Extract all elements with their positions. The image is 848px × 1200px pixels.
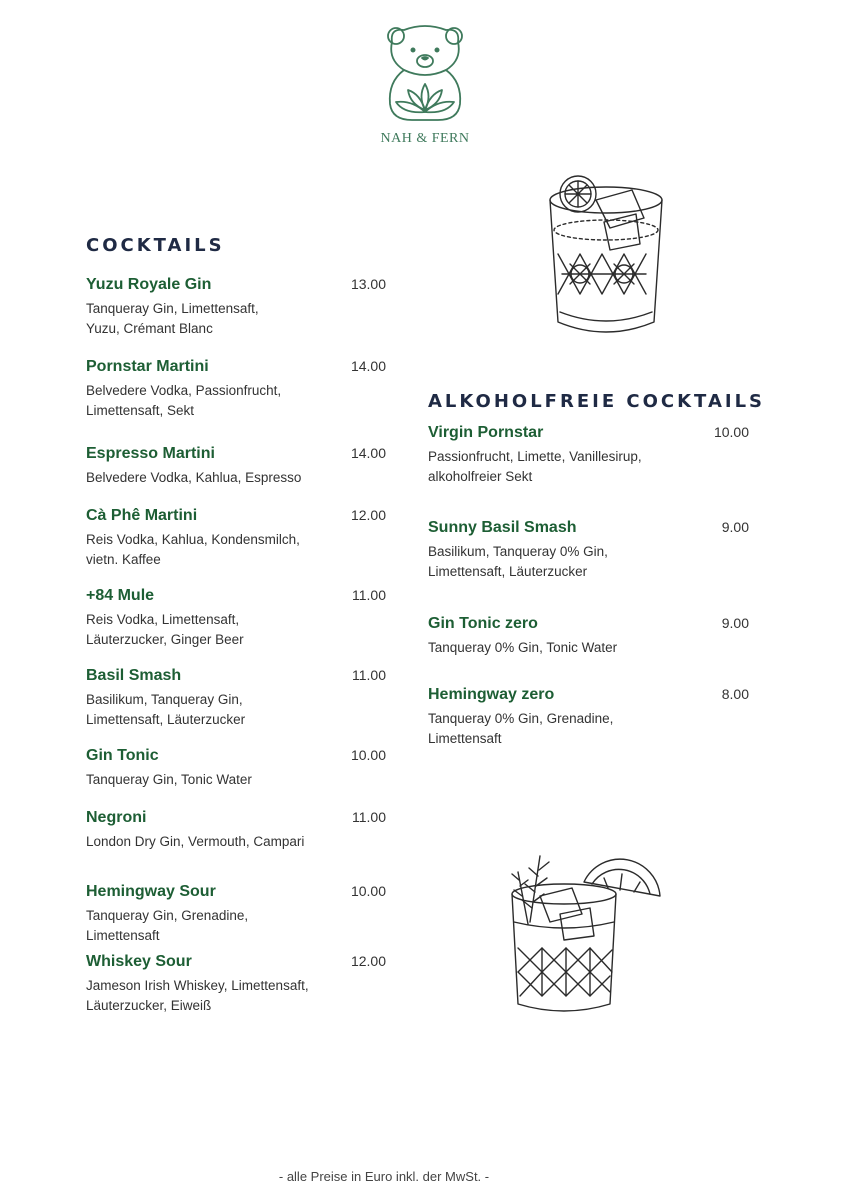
item-price: 10.00 (350, 747, 386, 763)
item-description: Reis Vodka, Limettensaft, Läuterzucker, Ginger Beer (86, 612, 244, 647)
item-name: Gin Tonic zero (428, 615, 538, 632)
item-description: Tanqueray Gin, Limettensaft, Yuzu, Crémant Blanc (86, 301, 259, 336)
item-name: Espresso Martini (86, 445, 215, 462)
section-title-cocktails: COCKTAILS (86, 235, 225, 256)
item-description: Tanqueray 0% Gin, Grenadine, Limettensaft (428, 711, 614, 746)
cocktail-glass-icon (500, 852, 664, 1016)
item-price: 11.00 (352, 809, 386, 825)
item-name: Whiskey Sour (86, 953, 192, 970)
item-price: 14.00 (350, 445, 386, 461)
glass-illustration-bottom (500, 852, 664, 1021)
item-price: 12.00 (350, 507, 386, 523)
item-price: 11.00 (352, 587, 386, 603)
item-price: 9.00 (721, 519, 749, 535)
item-price: 12.00 (350, 953, 386, 969)
item-name: Negroni (86, 809, 147, 826)
item-name: +84 Mule (86, 587, 155, 604)
bear-lotus-logo-icon (382, 24, 468, 124)
item-price: 11.00 (352, 667, 386, 683)
item-description: Tanqueray Gin, Grenadine, Limettensaft (86, 908, 249, 943)
item-price: 10.00 (713, 424, 749, 440)
item-description: London Dry Gin, Vermouth, Campari (86, 834, 305, 849)
item-description: Jameson Irish Whiskey, Limettensaft, Läuterzucker, Eiweiß (86, 978, 309, 1013)
item-name: Cà Phê Martini (86, 507, 198, 524)
item-description: Basilikum, Tanqueray Gin, Limettensaft, Läuterzucker (86, 692, 246, 727)
brand-logo (370, 24, 480, 154)
item-name: Yuzu Royale Gin (86, 276, 212, 293)
item-name: Basil Smash (86, 667, 182, 684)
item-price: 13.00 (350, 276, 386, 292)
price-footnote: - alle Preise in Euro inkl. der MwSt. - (278, 1169, 490, 1184)
whiskey-glass-icon (540, 174, 670, 342)
item-price: 9.00 (721, 615, 749, 631)
item-name: Gin Tonic (86, 747, 159, 764)
item-description: Basilikum, Tanqueray 0% Gin, Limettensaft, Läuterzucker (428, 544, 608, 579)
item-name: Pornstar Martini (86, 358, 209, 375)
item-name: Hemingway zero (428, 686, 555, 703)
item-description: Belvedere Vodka, Passionfrucht, Limettensaft, Sekt (86, 383, 282, 418)
item-description: Tanqueray 0% Gin, Tonic Water (428, 640, 618, 655)
brand-name: NAH & FERN (380, 131, 470, 146)
item-name: Virgin Pornstar (428, 424, 544, 441)
item-description: Reis Vodka, Kahlua, Kondensmilch, vietn. Kaffee (86, 532, 300, 567)
item-name: Hemingway Sour (86, 883, 216, 900)
item-price: 8.00 (721, 686, 749, 702)
item-name: Sunny Basil Smash (428, 519, 577, 536)
glass-illustration-top (540, 174, 670, 347)
item-description: Tanqueray Gin, Tonic Water (86, 772, 252, 787)
item-description: Belvedere Vodka, Kahlua, Espresso (86, 470, 302, 485)
item-price: 14.00 (350, 358, 386, 374)
item-price: 10.00 (350, 883, 386, 899)
item-description: Passionfrucht, Limette, Vanillesirup, alkoholfreier Sekt (428, 449, 642, 484)
section-title-alkoholfrei: ALKOHOLFREIE COCKTAILS (428, 391, 766, 412)
